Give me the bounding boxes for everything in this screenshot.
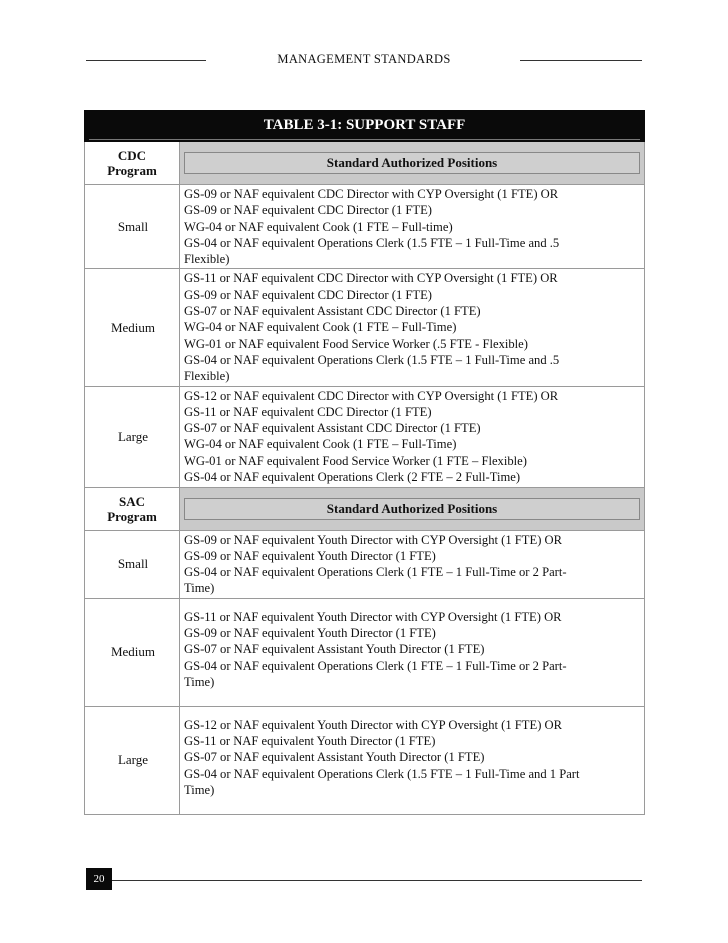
size-label: Small [85,530,180,598]
position-line: GS-09 or NAF equivalent CDC Director (1 FTE) [184,287,432,302]
size-label: Large [85,706,180,814]
program-label-line1: SAC [118,493,145,509]
table-row [85,269,645,386]
cdc-program-label [85,142,180,185]
page-header-title: MANAGEMENT STANDARDS [277,52,451,66]
position-line: GS-07 or NAF equivalent Assistant Youth Director (1 FTE) [184,642,485,657]
position-line: WG-04 or NAF equivalent Cook (1 FTE – Full-Time) [184,320,457,335]
positions-cell [180,386,645,487]
position-line: Flexible) [184,252,230,267]
footer-rule [112,880,642,881]
table-row [85,530,645,598]
size-label: Large [85,386,180,487]
position-line: GS-09 or NAF equivalent Youth Director with CYP Oversight (1 FTE) OR [184,532,563,547]
positions-cell [180,598,645,706]
positions-header: Standard Authorized Positions [184,152,640,174]
page-number: 20 [86,868,112,890]
position-line: GS-07 or NAF equivalent Assistant CDC Director (1 FTE) [184,421,481,436]
table-title-row [85,111,645,142]
table-row [85,706,645,814]
program-label-line2: Program [107,508,157,524]
position-line: WG-04 or NAF equivalent Cook (1 FTE – Full-time) [184,219,453,234]
table-row [85,386,645,487]
support-staff-table [84,110,644,815]
position-line: GS-04 or NAF equivalent Operations Clerk (1 FTE – 1 Full-Time or 2 Part- [184,565,567,580]
position-line: WG-04 or NAF equivalent Cook (1 FTE – Full-Time) [184,437,457,452]
sac-section-header [85,487,645,530]
positions-cell [180,530,645,598]
size-label: Medium [85,269,180,386]
position-line: GS-09 or NAF equivalent Youth Director (1 FTE) [184,626,436,641]
position-line: WG-01 or NAF equivalent Food Service Worker (1 FTE – Flexible) [184,453,527,468]
position-line: Time) [184,782,215,797]
position-line: GS-11 or NAF equivalent CDC Director with CYP Oversight (1 FTE) OR [184,271,558,286]
position-line: GS-04 or NAF equivalent Operations Clerk (1.5 FTE – 1 Full-Time and .5 [184,352,560,367]
table-title: TABLE 3-1: SUPPORT STAFF [89,112,640,140]
position-line: Time) [184,581,215,596]
position-line: GS-11 or NAF equivalent CDC Director (1 FTE) [184,404,432,419]
positions-cell [180,185,645,269]
position-line: GS-04 or NAF equivalent Operations Clerk (2 FTE – 2 Full-Time) [184,470,521,485]
position-line: GS-04 or NAF equivalent Operations Clerk (1.5 FTE – 1 Full-Time and .5 [184,235,560,250]
position-line: Time) [184,674,215,689]
position-line: GS-04 or NAF equivalent Operations Clerk (1.5 FTE – 1 Full-Time and 1 Part [184,766,580,781]
sac-program-label [85,487,180,530]
cdc-section-header [85,142,645,185]
position-line: GS-09 or NAF equivalent Youth Director (1 FTE) [184,548,436,563]
header-rule-right [520,60,642,61]
position-line: WG-01 or NAF equivalent Food Service Worker (.5 FTE - Flexible) [184,336,528,351]
position-line: GS-07 or NAF equivalent Assistant Youth Director (1 FTE) [184,750,485,765]
position-line: GS-12 or NAF equivalent Youth Director with CYP Oversight (1 FTE) OR [184,717,563,732]
position-line: GS-12 or NAF equivalent CDC Director with CYP Oversight (1 FTE) OR [184,388,559,403]
position-line: GS-11 or NAF equivalent Youth Director (1 FTE) [184,734,436,749]
positions-header: Standard Authorized Positions [184,498,640,520]
size-label: Medium [85,598,180,706]
positions-cell [180,269,645,386]
program-label-line1: CDC [117,148,147,163]
position-line: GS-11 or NAF equivalent Youth Director with CYP Oversight (1 FTE) OR [184,609,562,624]
position-line: Flexible) [184,369,230,384]
position-line: GS-09 or NAF equivalent CDC Director with CYP Oversight (1 FTE) OR [184,187,559,201]
size-label: Small [85,185,180,269]
position-line: GS-04 or NAF equivalent Operations Clerk (1 FTE – 1 Full-Time or 2 Part- [184,658,567,673]
position-line: GS-07 or NAF equivalent Assistant CDC Director (1 FTE) [184,304,481,319]
table-row [85,185,645,269]
positions-cell [180,706,645,814]
program-label-line2: Program [107,163,157,178]
position-line: GS-09 or NAF equivalent CDC Director (1 FTE) [184,203,432,218]
table-row [85,598,645,706]
